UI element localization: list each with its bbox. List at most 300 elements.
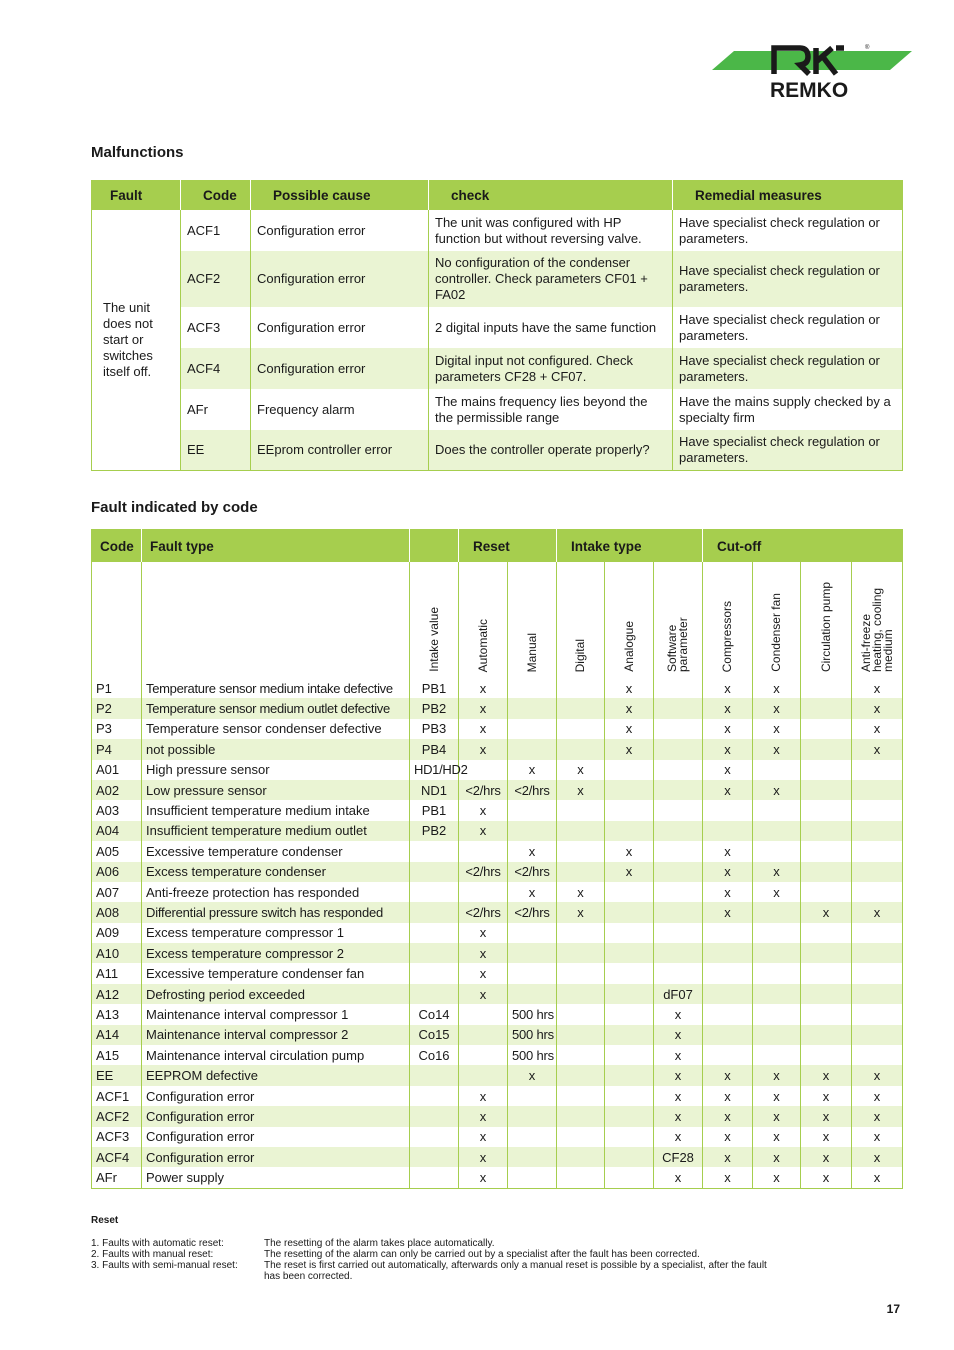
- row-intake-value: PB4: [410, 739, 459, 759]
- row-intake-digital: [557, 862, 605, 882]
- row-code: P1: [92, 678, 142, 698]
- group-header-fault-type: Fault type: [142, 530, 410, 563]
- row-cutoff-anti-freeze: x: [852, 1106, 903, 1126]
- row-cutoff-circulation-pump: [801, 760, 852, 780]
- row-intake-software: [654, 678, 703, 698]
- fault-code-row: [92, 760, 903, 780]
- row-reset-manual: [508, 719, 557, 739]
- row-code: A07: [92, 882, 142, 902]
- row-code: A10: [92, 943, 142, 963]
- row-intake-value: PB2: [410, 821, 459, 841]
- row-intake-digital: x: [557, 780, 605, 800]
- row-cutoff-circulation-pump: [801, 780, 852, 800]
- row-fault-type: Excessive temperature condenser: [142, 841, 410, 861]
- row-intake-digital: [557, 800, 605, 820]
- row-cutoff-anti-freeze: x: [852, 678, 903, 698]
- reset-note-label: 3. Faults with semi-manual reset:: [91, 1260, 238, 1271]
- fault-code-row: [92, 719, 903, 739]
- row-intake-software: x: [654, 1025, 703, 1045]
- row-cutoff-condenser-fan: x: [753, 739, 801, 759]
- row-intake-analogue: x: [605, 862, 654, 882]
- row-intake-software: [654, 800, 703, 820]
- row-code: A08: [92, 902, 142, 922]
- row-intake-software: x: [654, 1167, 703, 1188]
- row-intake-digital: [557, 1065, 605, 1085]
- malfunction-cause: Configuration error: [251, 210, 429, 251]
- row-cutoff-condenser-fan: x: [753, 1106, 801, 1126]
- row-intake-analogue: [605, 923, 654, 943]
- row-cutoff-anti-freeze: [852, 923, 903, 943]
- row-cutoff-anti-freeze: x: [852, 1167, 903, 1188]
- row-fault-type: Excess temperature compressor 1: [142, 923, 410, 943]
- row-fault-type: Excess temperature compressor 2: [142, 943, 410, 963]
- row-cutoff-compressors: [703, 943, 753, 963]
- row-intake-value: [410, 902, 459, 922]
- malfunction-row: [92, 389, 903, 430]
- row-reset-automatic: x: [459, 739, 508, 759]
- row-reset-automatic: x: [459, 943, 508, 963]
- row-reset-automatic: x: [459, 1147, 508, 1167]
- row-cutoff-circulation-pump: [801, 963, 852, 983]
- row-cutoff-anti-freeze: [852, 862, 903, 882]
- fault-code-row: [92, 862, 903, 882]
- malfunction-row: [92, 251, 903, 307]
- malfunction-code: AFr: [181, 389, 251, 430]
- row-cutoff-condenser-fan: [753, 984, 801, 1004]
- malfunctions-header-row: [92, 181, 903, 211]
- row-cutoff-condenser-fan: x: [753, 780, 801, 800]
- row-intake-software: [654, 923, 703, 943]
- row-cutoff-condenser-fan: x: [753, 882, 801, 902]
- sub-header-label: Analogue: [621, 621, 636, 672]
- row-cutoff-compressors: x: [703, 1127, 753, 1147]
- row-reset-automatic: x: [459, 800, 508, 820]
- row-cutoff-circulation-pump: x: [801, 1167, 852, 1188]
- row-cutoff-circulation-pump: [801, 1045, 852, 1065]
- row-cutoff-compressors: [703, 1045, 753, 1065]
- row-cutoff-condenser-fan: [753, 943, 801, 963]
- row-code: ACF2: [92, 1106, 142, 1126]
- row-intake-value: PB3: [410, 719, 459, 739]
- fault-code-row: [92, 739, 903, 759]
- row-intake-software: x: [654, 1065, 703, 1085]
- row-intake-analogue: [605, 1004, 654, 1024]
- row-intake-software: [654, 963, 703, 983]
- sub-header-cell: [654, 562, 703, 678]
- fault-code-row: [92, 1147, 903, 1167]
- row-fault-type: Low pressure sensor: [142, 780, 410, 800]
- row-intake-value: ND1: [410, 780, 459, 800]
- row-intake-analogue: [605, 1106, 654, 1126]
- row-intake-value: [410, 1065, 459, 1085]
- row-cutoff-condenser-fan: x: [753, 862, 801, 882]
- row-fault-type: Power supply: [142, 1167, 410, 1188]
- row-code: A03: [92, 800, 142, 820]
- row-intake-software: [654, 780, 703, 800]
- row-code: EE: [92, 1065, 142, 1085]
- sub-header-cell: [557, 562, 605, 678]
- row-code: P3: [92, 719, 142, 739]
- row-code: A02: [92, 780, 142, 800]
- reset-note-text: The resetting of the alarm takes place automatically.: [264, 1238, 495, 1249]
- row-intake-digital: [557, 943, 605, 963]
- malfunction-row: [92, 210, 903, 251]
- row-reset-manual: [508, 1147, 557, 1167]
- row-code: P4: [92, 739, 142, 759]
- row-code: P2: [92, 698, 142, 718]
- row-code: AFr: [92, 1167, 142, 1188]
- row-intake-analogue: x: [605, 719, 654, 739]
- row-cutoff-compressors: x: [703, 739, 753, 759]
- row-fault-type: Defrosting period exceeded: [142, 984, 410, 1004]
- row-reset-automatic: x: [459, 678, 508, 698]
- row-fault-type: High pressure sensor: [142, 760, 410, 780]
- row-intake-analogue: [605, 780, 654, 800]
- row-reset-automatic: x: [459, 923, 508, 943]
- row-cutoff-anti-freeze: x: [852, 739, 903, 759]
- row-reset-manual: x: [508, 1065, 557, 1085]
- malfunction-row: [92, 430, 903, 470]
- malfunction-code: ACF3: [181, 307, 251, 348]
- malfunction-cause: EEprom controller error: [251, 430, 429, 470]
- row-intake-value: [410, 1167, 459, 1188]
- row-intake-digital: x: [557, 760, 605, 780]
- row-intake-analogue: x: [605, 698, 654, 718]
- row-intake-digital: [557, 1045, 605, 1065]
- fault-code-title: Fault indicated by code: [91, 499, 258, 516]
- fault-code-row: [92, 1065, 903, 1085]
- row-cutoff-circulation-pump: [801, 800, 852, 820]
- row-intake-analogue: [605, 1167, 654, 1188]
- row-intake-value: Co16: [410, 1045, 459, 1065]
- row-intake-digital: [557, 984, 605, 1004]
- row-intake-software: [654, 698, 703, 718]
- row-reset-automatic: x: [459, 821, 508, 841]
- sub-header-cell: [459, 562, 508, 678]
- row-reset-manual: [508, 1106, 557, 1126]
- row-cutoff-compressors: [703, 1004, 753, 1024]
- row-intake-analogue: [605, 943, 654, 963]
- fault-code-row: [92, 1004, 903, 1024]
- row-cutoff-circulation-pump: [801, 1025, 852, 1045]
- row-intake-analogue: [605, 760, 654, 780]
- row-cutoff-circulation-pump: [801, 943, 852, 963]
- fault-code-table: [91, 529, 903, 1189]
- row-intake-digital: [557, 698, 605, 718]
- row-cutoff-compressors: x: [703, 760, 753, 780]
- row-cutoff-compressors: x: [703, 882, 753, 902]
- row-cutoff-compressors: x: [703, 1106, 753, 1126]
- row-cutoff-circulation-pump: [801, 678, 852, 698]
- row-intake-software: [654, 882, 703, 902]
- row-intake-digital: [557, 1106, 605, 1126]
- sub-header-cell: [753, 562, 801, 678]
- fault-code-row: [92, 923, 903, 943]
- row-cutoff-circulation-pump: x: [801, 1086, 852, 1106]
- sub-header-cell: [410, 562, 459, 678]
- row-cutoff-condenser-fan: [753, 923, 801, 943]
- row-intake-analogue: [605, 1065, 654, 1085]
- row-intake-analogue: x: [605, 841, 654, 861]
- reset-note: [91, 1249, 784, 1260]
- malfunction-row: [92, 348, 903, 389]
- row-intake-value: Co15: [410, 1025, 459, 1045]
- row-intake-digital: x: [557, 882, 605, 902]
- sub-header-label: Compressors: [720, 600, 735, 672]
- malfunctions-table: [91, 180, 903, 471]
- row-cutoff-compressors: x: [703, 862, 753, 882]
- row-cutoff-circulation-pump: [801, 984, 852, 1004]
- row-reset-automatic: x: [459, 1167, 508, 1188]
- row-cutoff-anti-freeze: x: [852, 1127, 903, 1147]
- group-header-blank: [410, 530, 459, 563]
- row-cutoff-condenser-fan: x: [753, 1065, 801, 1085]
- reset-note-text: The resetting of the alarm can only be carried out by a specialist after the fault has been corrected.: [264, 1249, 700, 1260]
- header-fault: Fault: [92, 181, 181, 211]
- row-reset-automatic: x: [459, 698, 508, 718]
- fault-code-row: [92, 698, 903, 718]
- row-intake-analogue: [605, 1147, 654, 1167]
- row-reset-manual: [508, 1167, 557, 1188]
- row-intake-value: [410, 943, 459, 963]
- row-cutoff-circulation-pump: [801, 821, 852, 841]
- header-code: Code: [181, 181, 251, 211]
- row-cutoff-anti-freeze: [852, 963, 903, 983]
- row-cutoff-anti-freeze: x: [852, 1086, 903, 1106]
- row-intake-digital: [557, 1167, 605, 1188]
- group-header-intake-type: Intake type: [557, 530, 703, 563]
- row-cutoff-circulation-pump: x: [801, 902, 852, 922]
- row-intake-analogue: [605, 1025, 654, 1045]
- row-cutoff-compressors: [703, 1025, 753, 1045]
- row-cutoff-condenser-fan: [753, 1045, 801, 1065]
- row-intake-analogue: [605, 1045, 654, 1065]
- fault-code-row: [92, 882, 903, 902]
- row-fault-type: Configuration error: [142, 1127, 410, 1147]
- fault-code-row: [92, 678, 903, 698]
- row-intake-digital: [557, 678, 605, 698]
- row-code: ACF4: [92, 1147, 142, 1167]
- fault-code-row: [92, 841, 903, 861]
- row-fault-type: Configuration error: [142, 1147, 410, 1167]
- row-intake-value: [410, 963, 459, 983]
- malfunction-cause: Frequency alarm: [251, 389, 429, 430]
- row-cutoff-compressors: x: [703, 678, 753, 698]
- fault-code-group-header: [92, 530, 903, 563]
- row-intake-software: [654, 902, 703, 922]
- sub-header-label: Condenser fan: [769, 593, 784, 672]
- malfunction-remedy: Have specialist check regulation or parameters.: [673, 430, 903, 470]
- fault-code-row: [92, 963, 903, 983]
- reset-note-text: The reset is first carried out automatically, afterwards only a manual reset is possible by a specialist, after the fault has been corrected.: [264, 1260, 767, 1282]
- row-cutoff-circulation-pump: [801, 698, 852, 718]
- row-intake-digital: x: [557, 902, 605, 922]
- row-fault-type: Insufficient temperature medium outlet: [142, 821, 410, 841]
- row-cutoff-condenser-fan: [753, 821, 801, 841]
- row-reset-automatic: x: [459, 719, 508, 739]
- row-cutoff-condenser-fan: x: [753, 1086, 801, 1106]
- row-intake-value: HD1/HD2: [410, 760, 459, 780]
- row-cutoff-condenser-fan: x: [753, 1127, 801, 1147]
- reset-note: [91, 1260, 784, 1282]
- row-cutoff-anti-freeze: x: [852, 1065, 903, 1085]
- row-cutoff-compressors: [703, 923, 753, 943]
- row-code: A14: [92, 1025, 142, 1045]
- sub-header-cell: [508, 562, 557, 678]
- reset-note-label: 2. Faults with manual reset:: [91, 1249, 214, 1260]
- row-intake-analogue: [605, 984, 654, 1004]
- remko-logo: [712, 40, 912, 104]
- row-code: A01: [92, 760, 142, 780]
- group-header-reset: Reset: [459, 530, 557, 563]
- row-intake-value: PB2: [410, 698, 459, 718]
- row-cutoff-circulation-pump: [801, 923, 852, 943]
- row-reset-manual: [508, 1086, 557, 1106]
- row-intake-digital: [557, 1086, 605, 1106]
- row-reset-automatic: [459, 882, 508, 902]
- row-intake-analogue: x: [605, 678, 654, 698]
- row-intake-software: [654, 719, 703, 739]
- row-intake-value: [410, 1147, 459, 1167]
- row-reset-manual: [508, 821, 557, 841]
- row-reset-automatic: x: [459, 1127, 508, 1147]
- row-cutoff-compressors: x: [703, 841, 753, 861]
- row-cutoff-circulation-pump: [801, 862, 852, 882]
- header-remedial-measures: Remedial measures: [673, 181, 903, 211]
- row-cutoff-anti-freeze: x: [852, 698, 903, 718]
- fault-code-row: [92, 943, 903, 963]
- row-intake-software: x: [654, 1004, 703, 1024]
- row-cutoff-anti-freeze: x: [852, 719, 903, 739]
- row-reset-automatic: <2/hrs: [459, 862, 508, 882]
- malfunction-check: No configuration of the condenser controller. Check parameters CF01 + FA02: [429, 251, 673, 307]
- row-cutoff-anti-freeze: [852, 821, 903, 841]
- malfunction-cause: Configuration error: [251, 307, 429, 348]
- row-intake-digital: [557, 1025, 605, 1045]
- row-cutoff-condenser-fan: x: [753, 698, 801, 718]
- fault-code-sub-header: [92, 562, 903, 678]
- row-intake-value: [410, 841, 459, 861]
- fault-code-row: [92, 1106, 903, 1126]
- row-reset-manual: x: [508, 882, 557, 902]
- logo-wordmark: REMKO: [770, 79, 849, 102]
- row-cutoff-circulation-pump: x: [801, 1147, 852, 1167]
- sub-header-cell: [703, 562, 753, 678]
- row-reset-manual: [508, 698, 557, 718]
- row-reset-automatic: x: [459, 984, 508, 1004]
- row-reset-manual: 500 hrs: [508, 1025, 557, 1045]
- row-intake-value: PB1: [410, 800, 459, 820]
- row-reset-manual: [508, 963, 557, 983]
- row-fault-type: Insufficient temperature medium intake: [142, 800, 410, 820]
- fault-code-row: [92, 821, 903, 841]
- row-code: A11: [92, 963, 142, 983]
- malfunction-remedy: Have the mains supply checked by a specialty firm: [673, 389, 903, 430]
- row-code: A06: [92, 862, 142, 882]
- sub-header-label: Digital: [573, 638, 587, 672]
- row-cutoff-anti-freeze: x: [852, 902, 903, 922]
- row-code: A04: [92, 821, 142, 841]
- row-reset-manual: <2/hrs: [508, 862, 557, 882]
- row-intake-software: x: [654, 1045, 703, 1065]
- sub-header-label: Anti-freeze heating, cooling medium: [858, 587, 895, 672]
- malfunction-code: ACF1: [181, 210, 251, 251]
- malfunction-remedy: Have specialist check regulation or parameters.: [673, 307, 903, 348]
- row-fault-type: Differential pressure switch has responded: [142, 902, 410, 922]
- sub-header-cell: [605, 562, 654, 678]
- sub-header-label: Circulation pump: [818, 581, 833, 672]
- row-fault-type: Temperature sensor medium intake defective: [142, 678, 410, 698]
- row-intake-software: [654, 739, 703, 759]
- row-cutoff-compressors: x: [703, 1167, 753, 1188]
- reset-note-label: 1. Faults with automatic reset:: [91, 1238, 224, 1249]
- row-code: A09: [92, 923, 142, 943]
- row-reset-manual: [508, 800, 557, 820]
- row-reset-manual: x: [508, 841, 557, 861]
- row-reset-manual: [508, 943, 557, 963]
- header-possible-cause: Possible cause: [251, 181, 429, 211]
- row-intake-analogue: [605, 1127, 654, 1147]
- row-cutoff-condenser-fan: [753, 902, 801, 922]
- row-cutoff-compressors: x: [703, 719, 753, 739]
- row-intake-software: [654, 760, 703, 780]
- row-fault-type: Maintenance interval circulation pump: [142, 1045, 410, 1065]
- row-reset-manual: x: [508, 760, 557, 780]
- row-cutoff-compressors: x: [703, 1065, 753, 1085]
- row-code: ACF3: [92, 1127, 142, 1147]
- row-intake-analogue: [605, 800, 654, 820]
- row-cutoff-condenser-fan: [753, 841, 801, 861]
- row-cutoff-anti-freeze: [852, 1004, 903, 1024]
- svg-text:®: ®: [865, 45, 870, 51]
- malfunction-check: Does the controller operate properly?: [429, 430, 673, 470]
- sub-header-cell: [852, 562, 903, 678]
- row-fault-type: not possible: [142, 739, 410, 759]
- row-cutoff-condenser-fan: x: [753, 719, 801, 739]
- row-fault-type: Maintenance interval compressor 2: [142, 1025, 410, 1045]
- row-fault-type: Temperature sensor medium outlet defective: [142, 698, 410, 718]
- row-cutoff-circulation-pump: [801, 882, 852, 902]
- row-fault-type: Excess temperature condenser: [142, 862, 410, 882]
- row-reset-automatic: <2/hrs: [459, 780, 508, 800]
- row-intake-value: [410, 1106, 459, 1126]
- row-intake-value: [410, 882, 459, 902]
- row-cutoff-condenser-fan: x: [753, 1167, 801, 1188]
- row-intake-software: [654, 862, 703, 882]
- row-cutoff-compressors: [703, 984, 753, 1004]
- malfunction-cause: Configuration error: [251, 251, 429, 307]
- row-intake-software: CF28: [654, 1147, 703, 1167]
- row-code: A13: [92, 1004, 142, 1024]
- row-reset-manual: [508, 923, 557, 943]
- row-fault-type: Configuration error: [142, 1106, 410, 1126]
- row-intake-software: x: [654, 1106, 703, 1126]
- fault-code-row: [92, 780, 903, 800]
- row-cutoff-circulation-pump: [801, 1004, 852, 1024]
- row-intake-digital: [557, 841, 605, 861]
- row-intake-digital: [557, 1004, 605, 1024]
- row-reset-manual: [508, 1127, 557, 1147]
- row-reset-automatic: x: [459, 1106, 508, 1126]
- row-intake-software: [654, 943, 703, 963]
- row-intake-digital: [557, 739, 605, 759]
- malfunction-remedy: Have specialist check regulation or parameters.: [673, 348, 903, 389]
- row-intake-analogue: [605, 1086, 654, 1106]
- row-cutoff-compressors: x: [703, 698, 753, 718]
- group-header-code: Code: [92, 530, 142, 563]
- sub-header-empty-type: [142, 562, 410, 678]
- row-cutoff-circulation-pump: x: [801, 1106, 852, 1126]
